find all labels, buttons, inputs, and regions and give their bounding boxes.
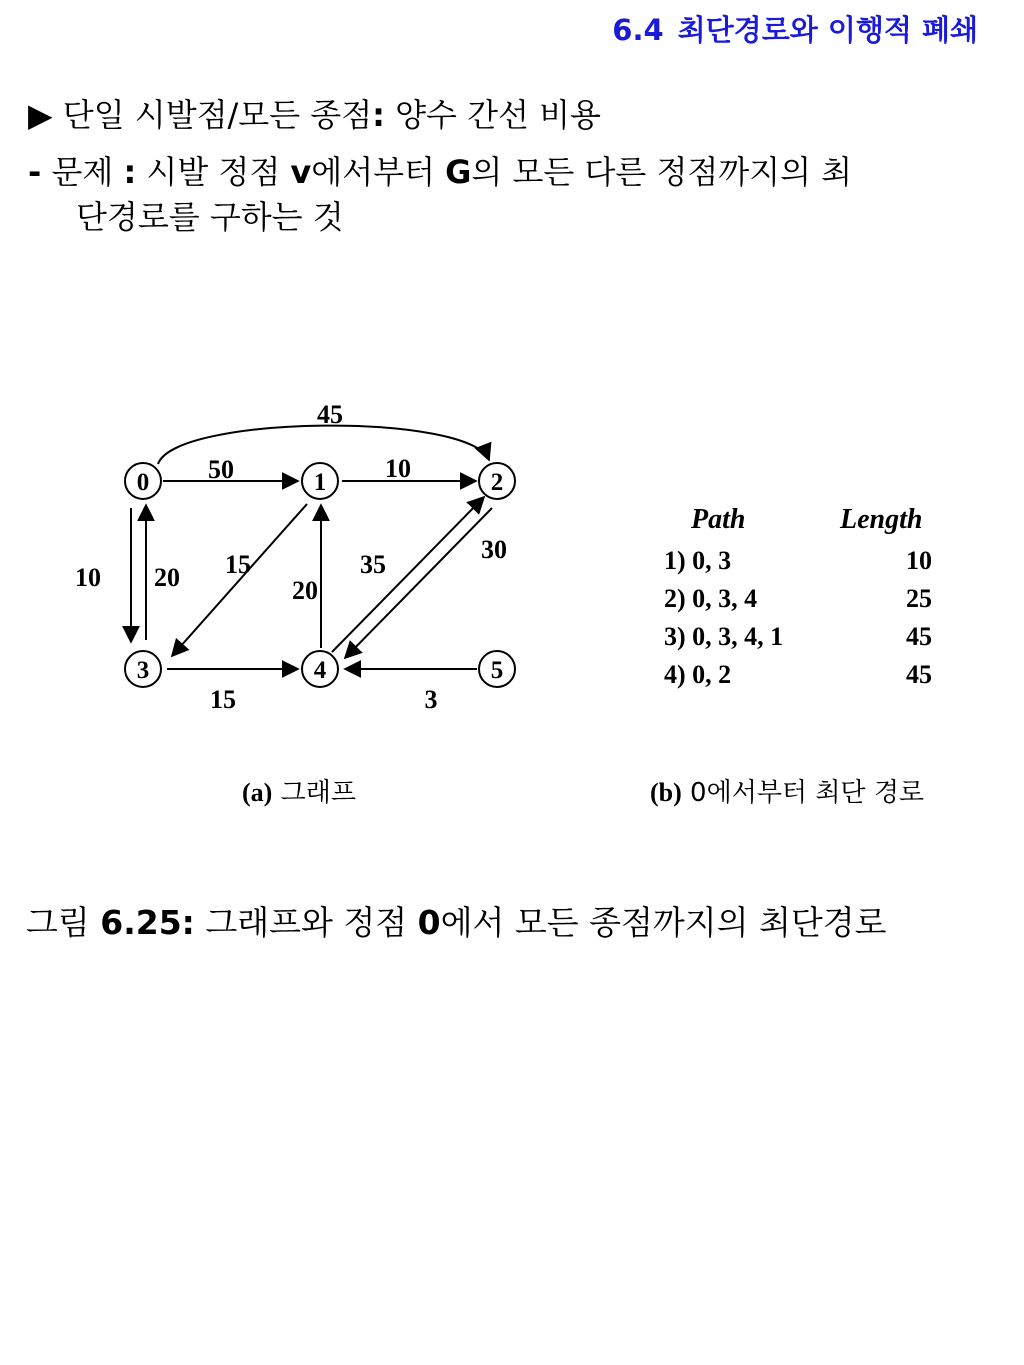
node-3 xyxy=(125,651,161,687)
caption-a-text: 그래프 xyxy=(280,778,356,808)
node-5-label: 5 xyxy=(490,657,504,684)
weight-4-1: 20 xyxy=(292,576,318,605)
node-0 xyxy=(125,463,161,499)
caption-a xyxy=(242,772,356,809)
node-3-label: 3 xyxy=(136,657,150,684)
table-row-2-path: 2) 0, 3, 4 xyxy=(664,584,758,613)
node-2 xyxy=(479,463,515,499)
node-1-label: 1 xyxy=(313,469,327,496)
figure-caption-prefix: 그림 xyxy=(26,903,90,942)
table-row-1-length: 10 xyxy=(906,546,932,575)
problem-part2: 에서부터 xyxy=(311,153,446,191)
problem-colon: : xyxy=(123,153,137,191)
problem-line-2: 단경로를 구하는 것 xyxy=(76,198,344,236)
section-number: 6.4 xyxy=(612,13,664,47)
weight-5-4: 3 xyxy=(424,685,438,714)
edge-4-2 xyxy=(332,497,484,652)
caption-b xyxy=(650,772,924,809)
problem-part3: 의 모든 다른 정점까지의 최 xyxy=(471,153,853,191)
bullet-text-before: 단일 시발점/모든 종점 xyxy=(62,96,373,134)
figure-caption-text2: 에서 모든 종점까지의 최단경로 xyxy=(440,903,887,942)
weight-3-0: 20 xyxy=(154,563,180,592)
graph-diagram xyxy=(0,380,560,740)
caption-a-tag: (a) xyxy=(242,778,273,807)
table-row-1-path: 1) 0, 3 xyxy=(664,546,732,575)
weight-2-4: 30 xyxy=(481,535,507,564)
table-header-path: Path xyxy=(691,504,746,535)
section-title: 최단경로와 이행적 폐쇄 xyxy=(677,13,978,47)
caption-b-tag: (b) xyxy=(650,778,682,807)
table-row-4-path: 4) 0, 2 xyxy=(664,660,732,689)
weight-4-2: 35 xyxy=(360,550,386,579)
weight-1-3: 15 xyxy=(225,550,251,579)
table-header-length: Length xyxy=(840,504,923,535)
weight-3-4: 15 xyxy=(210,685,236,714)
bullet-marker: ▶ xyxy=(28,96,53,134)
weight-1-2: 10 xyxy=(385,454,411,483)
problem-g: G xyxy=(445,153,472,191)
weight-0-1: 50 xyxy=(208,455,234,484)
table-row-3-path: 3) 0, 3, 4, 1 xyxy=(664,622,784,651)
figure-caption-zero: 0 xyxy=(417,903,441,942)
figure-caption-number: 6.25: xyxy=(100,903,195,942)
edge-1-3 xyxy=(172,504,307,656)
table-row-4-length: 45 xyxy=(906,660,932,689)
section-header xyxy=(612,8,978,49)
node-5 xyxy=(479,651,515,687)
node-0-label: 0 xyxy=(136,469,150,496)
problem-word: 문제 xyxy=(51,153,114,191)
weight-0-3: 10 xyxy=(75,563,101,592)
table-row-2-length: 25 xyxy=(906,584,932,613)
node-4 xyxy=(302,651,338,687)
figure-caption-text1: 그래프와 정점 xyxy=(205,903,408,942)
weight-0-2: 45 xyxy=(317,400,343,429)
figure-caption xyxy=(26,897,887,944)
problem-line-1 xyxy=(28,147,852,193)
bullet-text-after: 양수 간선 비용 xyxy=(395,96,601,134)
edge-2-4 xyxy=(345,508,492,658)
problem-dash: - xyxy=(28,153,42,191)
caption-b-text: 0에서부터 최단 경로 xyxy=(690,778,925,808)
problem-part1: 시발 정점 xyxy=(146,153,291,191)
node-4-label: 4 xyxy=(313,657,327,684)
bullet-colon: : xyxy=(372,96,385,134)
bullet-line xyxy=(28,90,601,136)
node-1 xyxy=(302,463,338,499)
node-2-label: 2 xyxy=(490,469,504,496)
table-row-3-length: 45 xyxy=(906,622,932,651)
problem-v: v xyxy=(290,153,312,191)
